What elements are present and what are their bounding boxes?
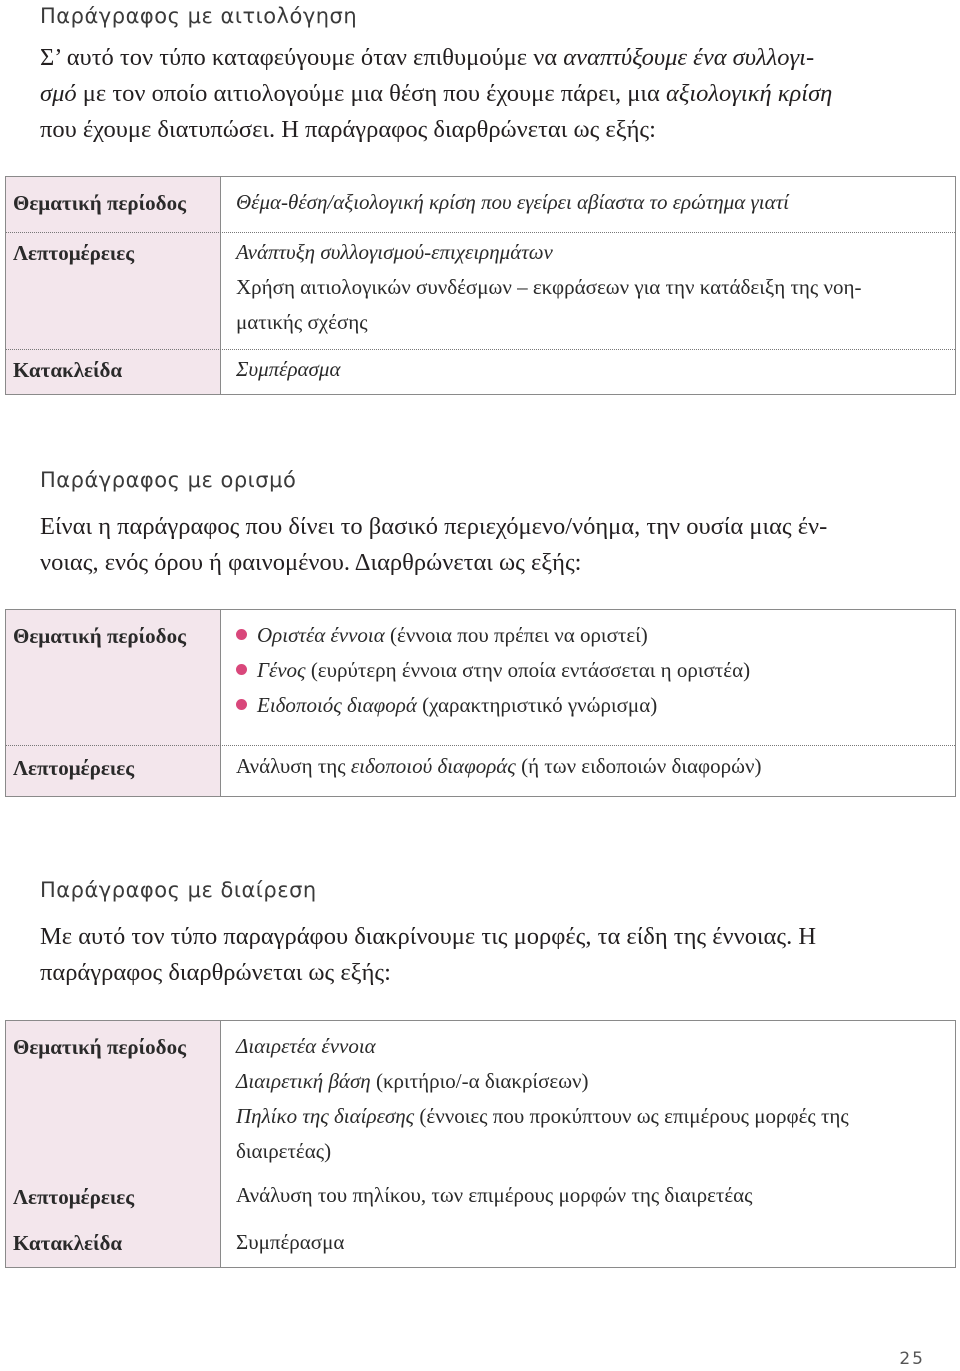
section-intro xyxy=(40,509,930,581)
row-label: Κατακλείδα xyxy=(13,1231,123,1255)
row-content: Θέμα-θέση/αξιολογική κρίση που εγείρει αβίαστα το ερώτημα γιατί xyxy=(236,190,790,214)
section-heading: Παράγραφος με αιτιολόγηση xyxy=(40,4,358,28)
intro-text: Είναι η παράγραφος που δίνει το βασικό περιεχόμενο/νόημα, την ουσία μιας έν- xyxy=(40,513,828,540)
intro-text-emphasis: σμό xyxy=(40,80,77,107)
intro-text: νοιας, ενός όρου ή φαινομένου. Διαρθρώνεται ως εξής: xyxy=(40,549,582,576)
list-item: Οριστέα έννοια (έννοια που πρέπει να οριστεί) xyxy=(236,618,951,653)
row-content: Διαιρετέα έννοια xyxy=(236,1034,376,1058)
row-content: Συμπέρασμα xyxy=(236,1230,345,1254)
intro-text: με τον οποίο αιτιολογούμε μια θέση που έχουμε πάρει, μια xyxy=(76,80,666,107)
row-label: Θεματική περίοδος xyxy=(13,191,186,215)
section-intro xyxy=(40,919,930,991)
row-content: Πηλίκο της διαίρεσης (έννοιες που προκύπτουν ως επιμέρους μορφές της xyxy=(236,1104,849,1128)
row-label: Λεπτομέρειες xyxy=(13,241,135,265)
row-label: Θεματική περίοδος xyxy=(13,624,186,648)
row-label: Λεπτομέρειες xyxy=(13,1185,135,1209)
table-row xyxy=(6,610,955,745)
row-content: ματικής σχέσης xyxy=(236,310,368,334)
row-content: Χρήση αιτιολογικών συνδέσμων – εκφράσεων για την κατάδειξη της νοη- xyxy=(236,275,862,299)
bullet-icon xyxy=(236,699,247,710)
structure-table xyxy=(5,176,956,395)
section-heading: Παράγραφος με ορισμό xyxy=(40,468,297,492)
table-row xyxy=(6,232,955,350)
intro-text: που έχουμε διατυπώσει. Η παράγραφος διαρθρώνεται ως εξής: xyxy=(40,116,656,143)
list-item: Γένος (ευρύτερη έννοια στην οποία εντάσσεται η οριστέα) xyxy=(236,653,951,688)
structure-table xyxy=(5,609,956,797)
table-row xyxy=(6,1175,955,1221)
row-content: Ανάλυση της ειδοποιού διαφοράς (ή των ειδοποιών διαφορών) xyxy=(236,754,762,778)
intro-text-emphasis: αξιολογική κρίση xyxy=(665,80,833,107)
row-label: Κατακλείδα xyxy=(13,358,123,382)
row-content: Συμπέρασμα xyxy=(236,357,341,381)
table-row xyxy=(6,745,955,799)
page-number: 25 xyxy=(899,1349,925,1369)
intro-text: Με αυτό τον τύπο παραγράφου διακρίνουμε τις μορφές, τα είδη της έννοιας. Η xyxy=(40,923,817,950)
section-heading: Παράγραφος με διαίρεση xyxy=(40,878,317,902)
table-row xyxy=(6,1021,955,1175)
row-content: Διαιρετική βάση (κριτήριο/-α διακρίσεων) xyxy=(236,1069,589,1093)
list-item: Ειδοποιός διαφορά (χαρακτηριστικό γνώρισμα) xyxy=(236,688,951,723)
row-content: διαιρετέας) xyxy=(236,1139,332,1163)
intro-text: Σ’ αυτό τον τύπο καταφεύγουμε όταν επιθυμούμε να xyxy=(40,44,564,71)
intro-text-emphasis: αναπτύξουμε ένα συλλογι- xyxy=(563,44,815,71)
bullet-icon xyxy=(236,629,247,640)
row-label: Θεματική περίοδος xyxy=(13,1035,186,1059)
table-row xyxy=(6,349,955,397)
row-content: Ανάλυση του πηλίκου, των επιμέρους μορφών της διαιρετέας xyxy=(236,1183,753,1207)
bullet-icon xyxy=(236,664,247,675)
structure-table xyxy=(5,1020,956,1268)
row-label: Λεπτομέρειες xyxy=(13,756,135,780)
table-row xyxy=(6,177,955,232)
table-row xyxy=(6,1221,955,1269)
intro-text: παράγραφος διαρθρώνεται ως εξής: xyxy=(40,959,391,986)
row-content: Ανάπτυξη συλλογισμού-επιχειρημάτων xyxy=(236,240,553,264)
section-intro xyxy=(40,40,930,148)
